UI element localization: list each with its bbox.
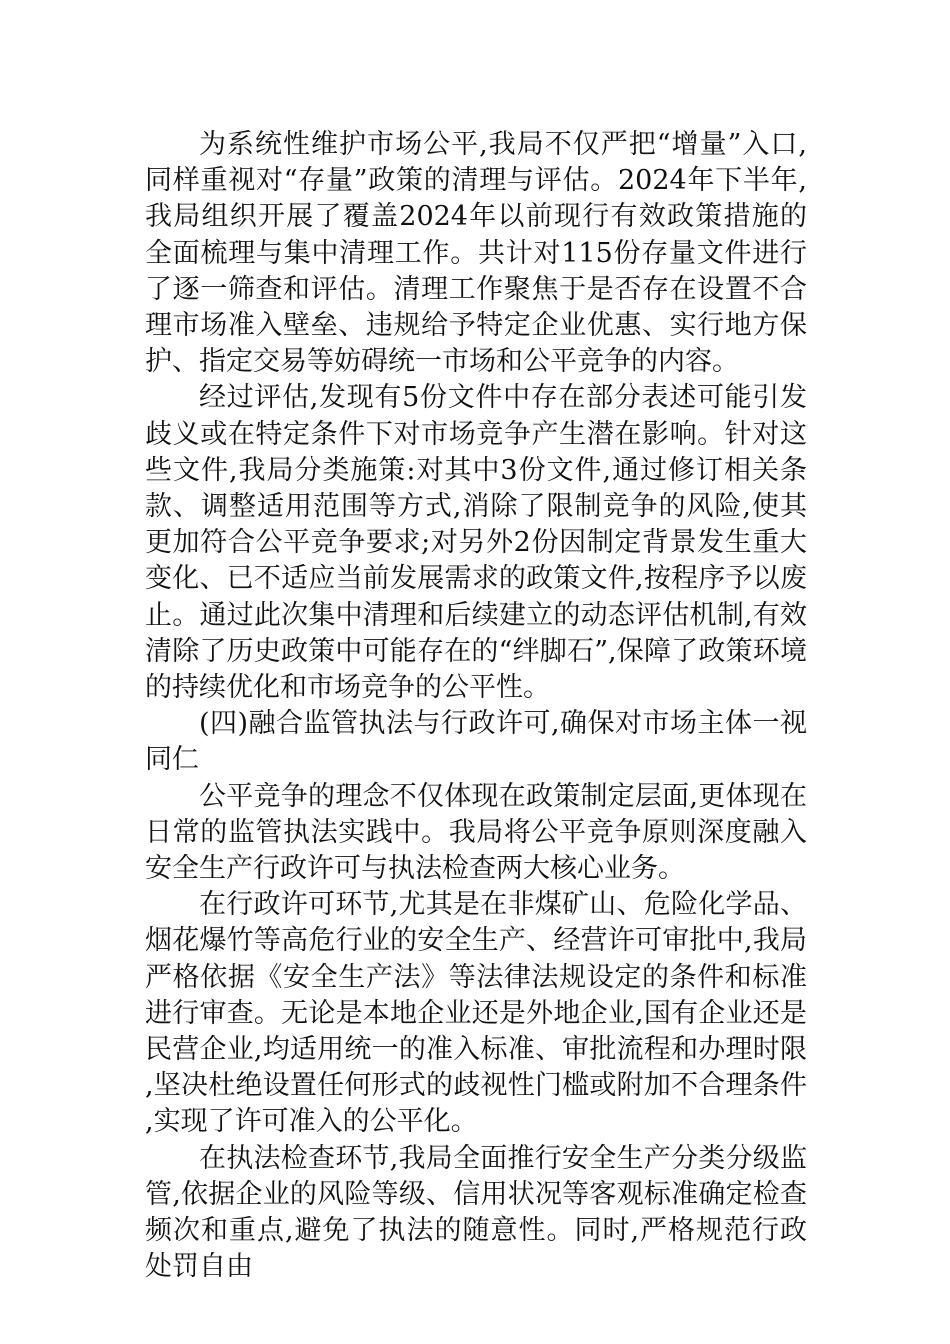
section-heading-four: (四)融合监管执法与行政许可,确保对市场主体一视同仁 [145,708,807,776]
document-body [145,127,807,1286]
paragraph-stock-policy-cleanup: 为系统性维护市场公平,我局不仅严把“增量”入口,同样重视对“存量”政策的清理与评估。2024年下半年,我局组织开展了覆盖2024年以前现行有效政策措施的全面梳理与集中清理工作。共计对115份存量文件进行了逐一筛查和评估。清理工作聚焦于是否存在设置不合理市场准入壁垒、违规给予特定企业优惠、实行地方保护、指定交易等妨碍统一市场和公平竞争的内容。 [145,129,807,378]
paragraph-law-enforcement-inspection: 在执法检查环节,我局全面推行安全生产分类分级监管,依据企业的风险等级、信用状况等客观标准确定检查频次和重点,避免了执法的随意性。同时,严格规范行政处罚自由 [145,1142,807,1283]
paragraph-fair-competition-concept: 公平竞争的理念不仅体现在政策制定层面,更体现在日常的监管执法实践中。我局将公平竞争原则深度融入安全生产行政许可与执法检查两大核心业务。 [145,780,807,885]
paragraph-administrative-licensing: 在行政许可环节,尤其是在非煤矿山、危险化学品、烟花爆竹等高危行业的安全生产、经营许可审批中,我局严格依据《安全生产法》等法律法规设定的条件和标准进行审查。无论是本地企业还是外地企业,国有企业还是民营企业,均适用统一的准入标准、审批流程和办理时限,坚决杜绝设置任何形式的歧视性门槛或附加不合理条件,实现了许可准入的公平化。 [145,889,807,1138]
paragraph-evaluation-results: 经过评估,发现有5份文件中存在部分表述可能引发歧义或在特定条件下对市场竞争产生潜在影响。针对这些文件,我局分类施策:对其中3份文件,通过修订相关条款、调整适用范围等方式,消除了限制竞争的风险,使其更加符合公平竞争要求;对另外2份因制定背景发生重大变化、已不适应当前发展需求的政策文件,按程序予以废止。通过此次集中清理和后续建立的动态评估机制,有效清除了历史政策中可能存在的“绊脚石”,保障了政策环境的持续优化和市场竞争的公平性。 [145,382,807,704]
